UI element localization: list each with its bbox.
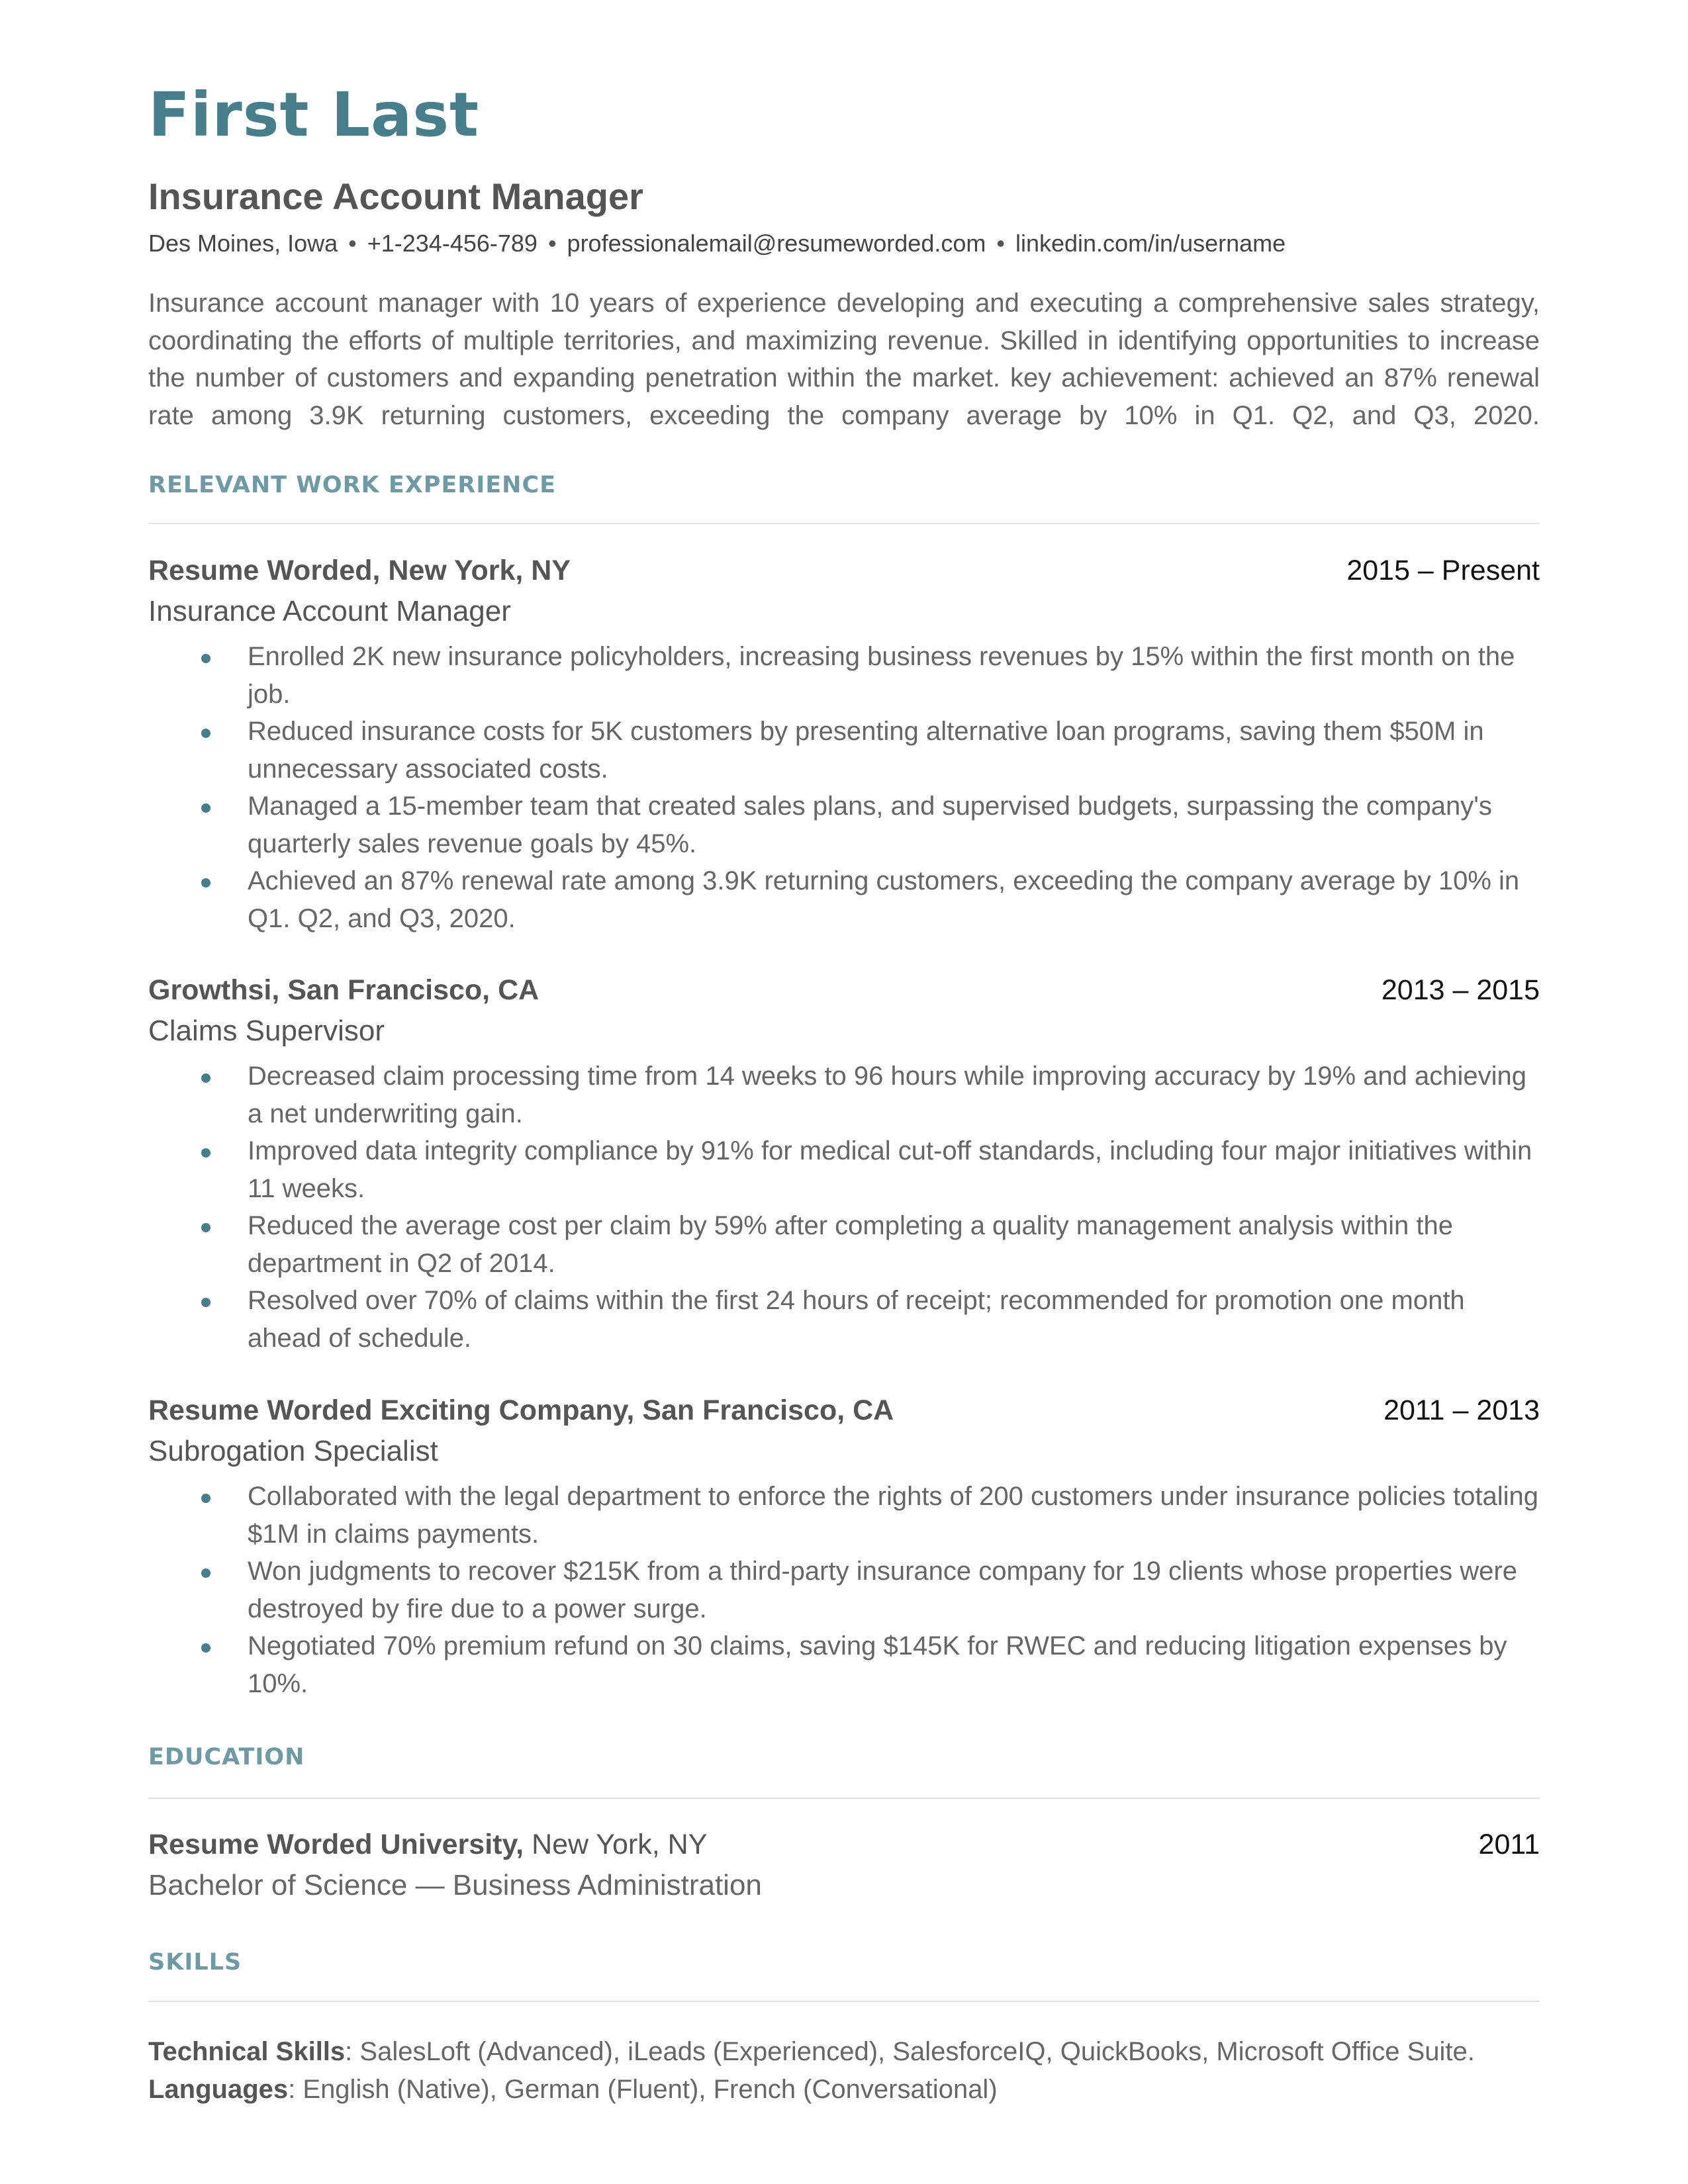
- education-entry: [148, 1825, 1540, 1912]
- contact-phone[interactable]: +1-234-456-789: [367, 230, 538, 257]
- education-school: Resume Worded University,: [148, 1829, 524, 1860]
- bullet-dot-icon: [201, 1148, 211, 1158]
- section-heading-skills: SKILLS: [148, 1949, 242, 1976]
- job-company: Resume Worded, New York, NY: [148, 555, 571, 586]
- job-header: [148, 551, 1540, 590]
- job-bullet-text: Enrolled 2K new insurance policyholders, increasing business revenues by 15% within the first month on the job.: [248, 642, 1515, 709]
- skills-languages-label: Languages: [148, 2075, 289, 2104]
- job-bullet-text: Managed a 15-member team that created sales plans, and supervised budgets, surpassing the company's quarterly sales revenue goals by 45%.: [248, 792, 1492, 858]
- job-entry: [148, 970, 1540, 1357]
- job-bullet-text: Collaborated with the legal department to enforce the rights of 200 customers under insurance policies totaling $1M in claims payments.: [248, 1482, 1539, 1549]
- job-dates: 2011 – 2013: [1383, 1394, 1540, 1426]
- skills-languages-value: : English (Native), German (Fluent), French (Conversational): [288, 2075, 998, 2104]
- job-bullet-text: Improved data integrity compliance by 91% for medical cut-off standards, including four major initiatives within 11 weeks.: [248, 1136, 1532, 1203]
- bullet-dot-icon: [201, 1298, 211, 1307]
- skills-technical-value: : SalesLoft (Advanced), iLeads (Experienced), SalesforceIQ, QuickBooks, Microsoft Office Suite.: [345, 2037, 1475, 2066]
- candidate-name: First Last: [148, 79, 479, 150]
- job-role: Claims Supervisor: [148, 1015, 385, 1047]
- bullet-dot-icon: [201, 1223, 211, 1232]
- job-bullet-text: Achieved an 87% renewal rate among 3.9K returning customers, exceeding the company average by 10% in Q1. Q2, and Q3, 2020.: [248, 866, 1520, 933]
- job-bullet: [148, 788, 1540, 862]
- bullet-dot-icon: [201, 1569, 211, 1578]
- contact-separator: •: [547, 230, 557, 257]
- education-location: New York, NY: [532, 1829, 708, 1860]
- professional-summary: Insurance account manager with 10 years of experience developing and executing a comprehensive sales strategy, coordinating the efforts of multiple territories, and maximizing revenue. Skilled in identifying opportunities to increase the number of customers and expanding penetration within the market. key achievement: achieved an 87% renewal rate among 3.9K returning customers, exceeding the company average by 10% in Q1. Q2, and Q3, 2020.: [148, 289, 1540, 430]
- job-bullet: [148, 1553, 1540, 1627]
- job-bullet: [148, 1282, 1540, 1357]
- section-heading-experience: RELEVANT WORK EXPERIENCE: [148, 472, 557, 498]
- job-bullet: [148, 638, 1540, 713]
- education-school-line: [148, 1825, 707, 1864]
- section-divider: [148, 1797, 1540, 1799]
- bullet-dot-icon: [201, 1494, 211, 1503]
- education-header: [148, 1825, 1540, 1864]
- bullet-dot-icon: [201, 1073, 211, 1083]
- job-bullet-text: Won judgments to recover $215K from a third-party insurance company for 19 clients whose properties were destroyed by fire due to a power surge.: [248, 1557, 1517, 1623]
- bullet-dot-icon: [201, 803, 211, 813]
- job-bullet: [148, 1478, 1540, 1553]
- job-bullet-text: Decreased claim processing time from 14 weeks to 96 hours while improving accuracy by 19% and achieving a net underwriting gain.: [248, 1062, 1527, 1128]
- education-year: 2011: [1478, 1829, 1540, 1860]
- job-dates: 2013 – 2015: [1381, 974, 1540, 1006]
- contact-email[interactable]: professionalemail@resumeworded.com: [567, 230, 986, 257]
- contact-separator: •: [996, 230, 1005, 257]
- skills-block: [148, 2033, 1540, 2109]
- job-bullets: [148, 1478, 1540, 1702]
- bullet-dot-icon: [201, 878, 211, 887]
- contact-location: Des Moines, Iowa: [148, 230, 338, 257]
- job-company: Resume Worded Exciting Company, San Francisco, CA: [148, 1394, 894, 1426]
- bullet-dot-icon: [201, 729, 211, 738]
- job-role: Insurance Account Manager: [148, 595, 511, 627]
- bullet-dot-icon: [201, 1643, 211, 1653]
- job-bullet: [148, 1207, 1540, 1282]
- section-divider: [148, 2001, 1540, 2002]
- section-heading-education: EDUCATION: [148, 1744, 305, 1770]
- skills-technical-label: Technical Skills: [148, 2037, 346, 2066]
- job-bullet-text: Resolved over 70% of claims within the first 24 hours of receipt; recommended for promotion one month ahead of schedule.: [248, 1286, 1465, 1353]
- job-role: Subrogation Specialist: [148, 1435, 438, 1467]
- job-entry: [148, 551, 1540, 937]
- job-bullet: [148, 1132, 1540, 1207]
- contact-separator: •: [348, 230, 357, 257]
- job-bullets: [148, 1058, 1540, 1357]
- job-dates: 2015 – Present: [1346, 555, 1540, 586]
- job-bullet: [148, 713, 1540, 788]
- job-bullet-text: Reduced insurance costs for 5K customers by presenting alternative loan programs, saving them $50M in unnecessary associated costs.: [248, 717, 1484, 784]
- contact-line: [148, 229, 1286, 257]
- education-degree: Bachelor of Science — Business Administration: [148, 1869, 762, 1901]
- skills-technical: [148, 2033, 1540, 2071]
- bullet-dot-icon: [201, 654, 211, 663]
- job-bullet: [148, 1058, 1540, 1132]
- job-bullet-text: Reduced the average cost per claim by 59% after completing a quality management analysis within the department in Q2 of 2014.: [248, 1211, 1453, 1278]
- job-entry: [148, 1390, 1540, 1702]
- candidate-title: Insurance Account Manager: [148, 175, 643, 217]
- job-company: Growthsi, San Francisco, CA: [148, 974, 539, 1006]
- section-divider: [148, 523, 1540, 524]
- contact-linkedin[interactable]: linkedin.com/in/username: [1015, 230, 1286, 257]
- job-bullet-text: Negotiated 70% premium refund on 30 claims, saving $145K for RWEC and reducing litigation expenses by 10%.: [248, 1631, 1507, 1698]
- skills-languages: [148, 2071, 1540, 2109]
- job-header: [148, 970, 1540, 1010]
- job-header: [148, 1390, 1540, 1430]
- job-bullets: [148, 638, 1540, 937]
- job-bullet: [148, 1627, 1540, 1702]
- job-bullet: [148, 862, 1540, 937]
